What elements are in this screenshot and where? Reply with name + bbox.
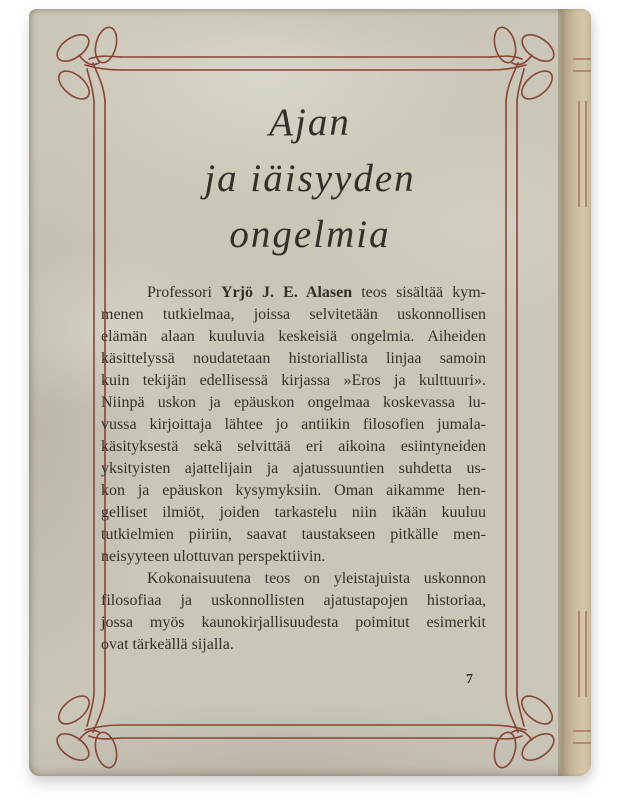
text-segment: Professori [147, 284, 221, 301]
title-line-1: Ajan [269, 101, 351, 144]
text-line: ovat tärkeällä sijalla. [101, 636, 234, 653]
text-line: käsityksestä sekä selvittää eri aikoina esiintyneiden [101, 438, 486, 455]
page-number-row [101, 670, 486, 688]
cover-content [29, 9, 591, 776]
text-line: Niinpä uskon ja epäuskon ongelmaa koskevassa lu- [101, 394, 486, 411]
text-line: Kokonaisuutena teos on yleistajuista uskonnon [147, 570, 486, 587]
text-line: elämän alaan kuuluvia keskeisiä ongelmia. Aiheiden [101, 328, 486, 345]
text-line: jossa myös kaunokirjallisuudesta poimitut esimerkit [101, 614, 486, 631]
blurb-text [101, 282, 486, 656]
text-line: yksityisten ajattelijain ja ajatussuuntien suhdetta us- [101, 460, 486, 477]
title-line-2: ja iäisyyden [204, 157, 416, 200]
text-line [101, 282, 486, 304]
page-number: 7 [466, 672, 473, 687]
title-line-3: ongelmia [229, 213, 391, 256]
author-name: Yrjö J. E. Alasen [220, 284, 353, 301]
text-line: vussa kirjoittaja lähtee jo antiikin filosofien jumala- [101, 416, 486, 433]
book-back-cover [29, 9, 591, 776]
text-line: kuin tekijän edellisessä kirjassa »Eros ja kulttuuri». [101, 372, 486, 389]
text-line: filosofiaa ja uskonnollisten ajatustapojen historiaa, [101, 592, 486, 609]
text-line: menen tutkielmaa, joissa selvitetään uskonnollisen [101, 306, 486, 323]
text-line: kon ja epäuskon kysymyksiin. Oman aikamme hen- [101, 482, 486, 499]
book-title [29, 95, 591, 263]
text-line: tutkielmien piiriin, saavat taustakseen pitkälle men- [101, 526, 486, 543]
text-line: neisyyteen ulottuvan perspektiivin. [101, 548, 326, 565]
text-line: käsittelyssä noudatetaan historiallista linjaa samoin [101, 350, 486, 367]
text-line: gelliset ilmiöt, joiden tarkastelu niin ikään kuuluu [101, 504, 486, 521]
text-segment: teos sisältää kym- [352, 284, 486, 301]
